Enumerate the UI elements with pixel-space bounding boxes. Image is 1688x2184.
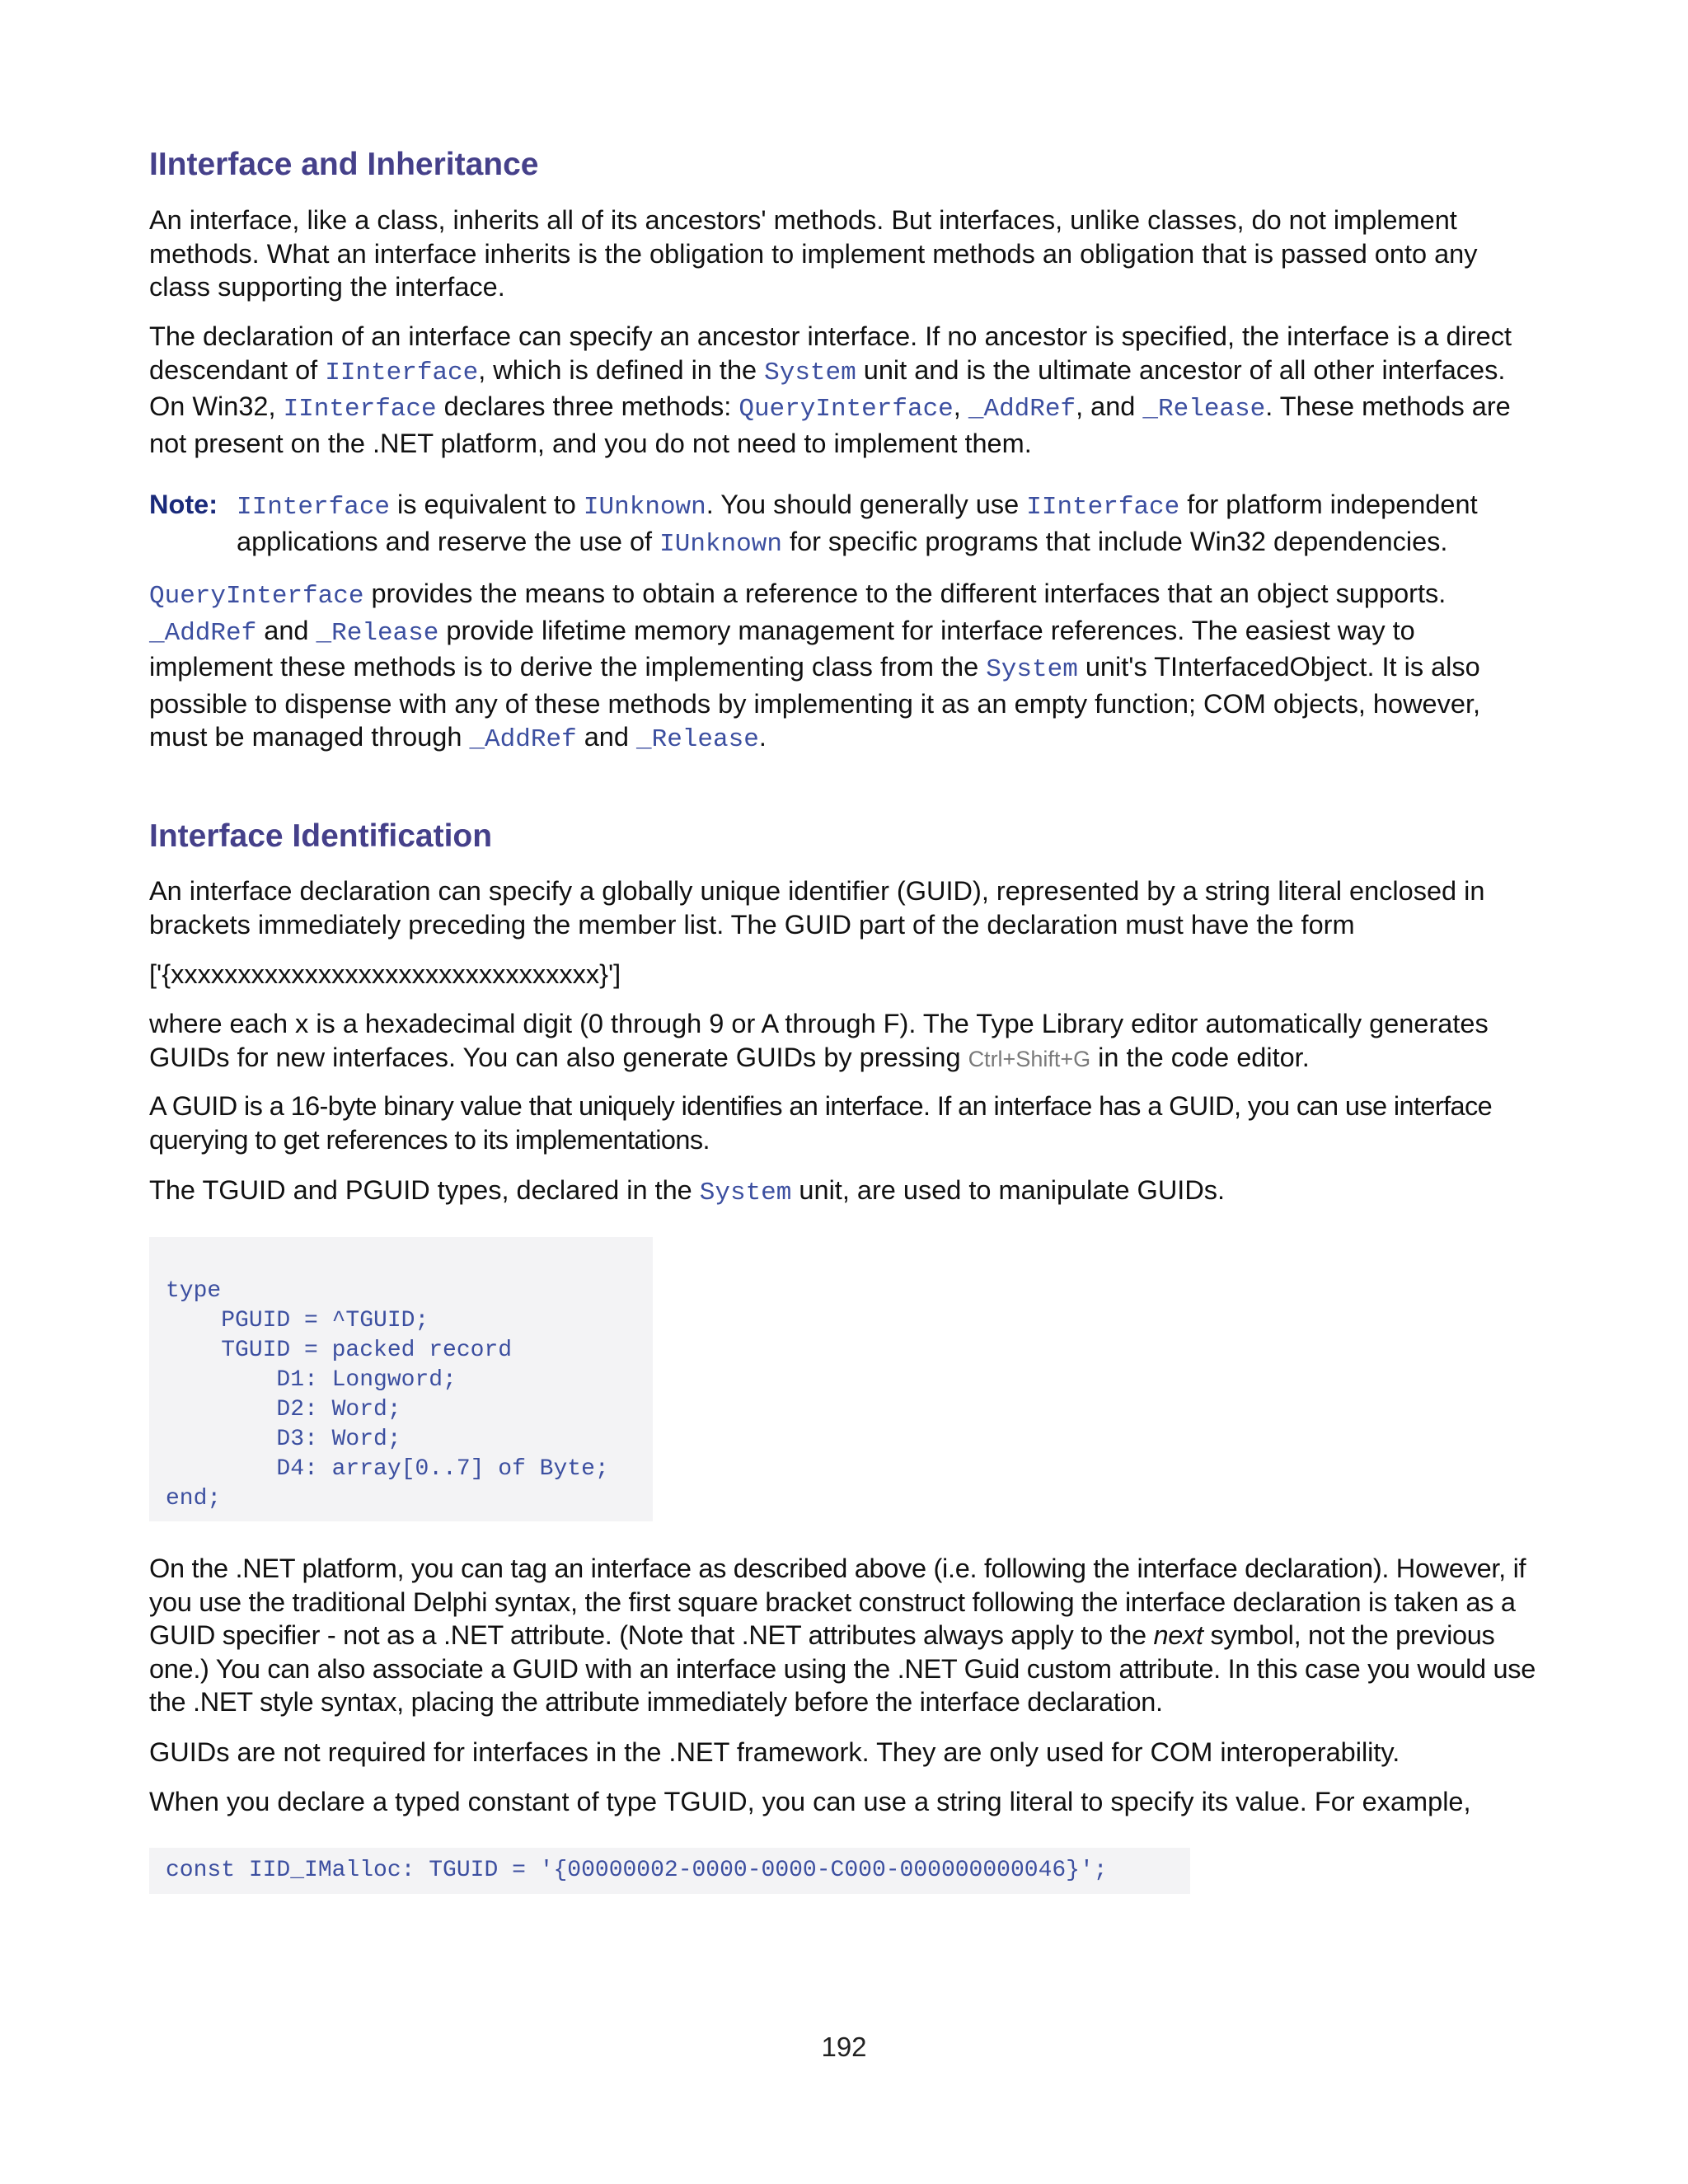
text-run: symbol, not the previous one.) You can also associate a GUID with an interface using the .NET Guid custom attribute. In this case you would use the .NET style syntax, placing the attribute immediately before the interface declaration.: [149, 1620, 1536, 1717]
shortcut-ctrl-shift-g: Ctrl+Shift+G: [968, 1046, 1091, 1071]
paragraph-dotnet-tagging: [149, 1552, 1542, 1719]
guid-form: ['{xxxxxxxxxxxxxxxxxxxxxxxxxxxxxxxx}']: [149, 959, 621, 989]
text-run: unit's TInterfacedObject. It is also possible to dispense with any of these methods by implementing it as an empty function; COM objects, however, must be managed through: [149, 652, 1481, 752]
text-run: unit and is the ultimate ancestor of all other interfaces. On Win32,: [149, 354, 1506, 421]
note-body: [237, 488, 1547, 561]
code-iunknown: IUnknown: [659, 529, 782, 559]
paragraph-inheritance-intro: An interface, like a class, inherits all of its ancestors' methods. But interfaces, unlike classes, do not implement methods. What an interface inherits is the obligation to implement methods an obligation that is passed onto any class supporting the interface.: [149, 205, 1478, 302]
text-run: unit, are used to manipulate GUIDs.: [791, 1175, 1226, 1205]
code-block-iid-imalloc: const IID_IMalloc: TGUID = '{00000002-0000-0000-C000-000000000046}';: [149, 1848, 1190, 1894]
code-iinterface: IInterface: [1026, 493, 1180, 522]
paragraph-typed-constant: When you declare a typed constant of type TGUID, you can use a string literal to specify its value. For example,: [149, 1787, 1471, 1816]
text-run: . You should generally use: [706, 490, 1027, 519]
text-run: ,: [953, 391, 968, 421]
code-iinterface: IInterface: [283, 395, 437, 424]
paragraph-queryinterface: [149, 577, 1542, 757]
section-heading-inheritance: IInterface and Inheritance: [149, 147, 539, 182]
code-system: System: [699, 1179, 792, 1207]
text-run: provides the means to obtain a reference to the different interfaces that an object supports.: [363, 579, 1447, 608]
text-run: The declaration of an interface can specify an ancestor interface. If no ancestor is specified, the interface is a direct descendant of: [149, 321, 1512, 385]
code-system: System: [764, 358, 856, 387]
paragraph-ancestor-interface: [149, 320, 1542, 460]
code-release: _Release: [1142, 395, 1266, 424]
page-number: 192: [821, 2032, 867, 2062]
emphasis-next: next: [1153, 1620, 1203, 1650]
text-run: . These methods are not present on the .NET platform, and you do not need to implement them.: [149, 391, 1511, 458]
text-run: .: [758, 722, 767, 752]
text-run: and: [576, 722, 636, 752]
paragraph-guid-definition: A GUID is a 16-byte binary value that uniquely identifies an interface. If an interface has a GUID, you can use interface querying to get references to its implementations.: [149, 1091, 1493, 1155]
text-run: The TGUID and PGUID types, declared in the: [149, 1175, 700, 1205]
code-system: System: [986, 655, 1078, 684]
code-addref: _AddRef: [968, 395, 1076, 424]
paragraph-guid-intro: An interface declaration can specify a globally unique identifier (GUID), represented by a string literal enclosed in brackets immediately preceding the member list. The GUID part of the declaration must have the form: [149, 876, 1485, 940]
text-run: provide lifetime memory management for interface references. The easiest way to implement these methods is to derive the implementing class from the: [149, 615, 1415, 682]
code-addref: _AddRef: [469, 725, 577, 754]
code-iinterface: IInterface: [325, 358, 479, 387]
code-queryinterface: QueryInterface: [738, 395, 954, 424]
code-iinterface: IInterface: [237, 493, 391, 522]
text-run: On the .NET platform, you can tag an interface as described above (i.e. following the interface declaration). However, if you use the traditional Delphi syntax, the first square bracket construct following the interface declaration is taken as a GUID specifier - not as a .NET attribute. (Note that .NET attributes always apply to the: [149, 1554, 1526, 1650]
code-release: _Release: [635, 725, 759, 754]
text-run: in the code editor.: [1090, 1042, 1310, 1072]
text-run: where each x is a hexadecimal digit (0 through 9 or A through F). The Type Library editor automatically generates GUIDs for new interfaces. You can also generate GUIDs by pressing: [149, 1009, 1489, 1072]
text-run: , which is defined in the: [478, 354, 765, 385]
section-heading-identification: Interface Identification: [149, 818, 493, 854]
text-run: declares three methods:: [436, 391, 739, 421]
code-release: _Release: [316, 618, 439, 648]
text-run: for platform independent applications and reserve the use of: [237, 490, 1478, 556]
code-queryinterface: QueryInterface: [149, 582, 364, 611]
text-run: , and: [1076, 391, 1143, 421]
paragraph-hex-digit: [149, 1007, 1542, 1076]
code-block-tguid: type PGUID = ^TGUID; TGUID = packed record D1: Longword; D2: Word; D3: Word; D4: array[0..7] of Byte; end;: [149, 1237, 653, 1521]
note-label: Note:: [149, 490, 218, 519]
text-run: and: [256, 615, 316, 645]
code-iunknown: IUnknown: [583, 493, 706, 522]
text-run: is equivalent to: [390, 490, 584, 519]
paragraph-tguid-pguid: [149, 1174, 1542, 1211]
text-run: for specific programs that include Win32 dependencies.: [781, 526, 1448, 556]
code-addref: _AddRef: [149, 618, 257, 648]
paragraph-guids-not-required: GUIDs are not required for interfaces in the .NET framework. They are only used for COM interoperability.: [149, 1737, 1400, 1767]
